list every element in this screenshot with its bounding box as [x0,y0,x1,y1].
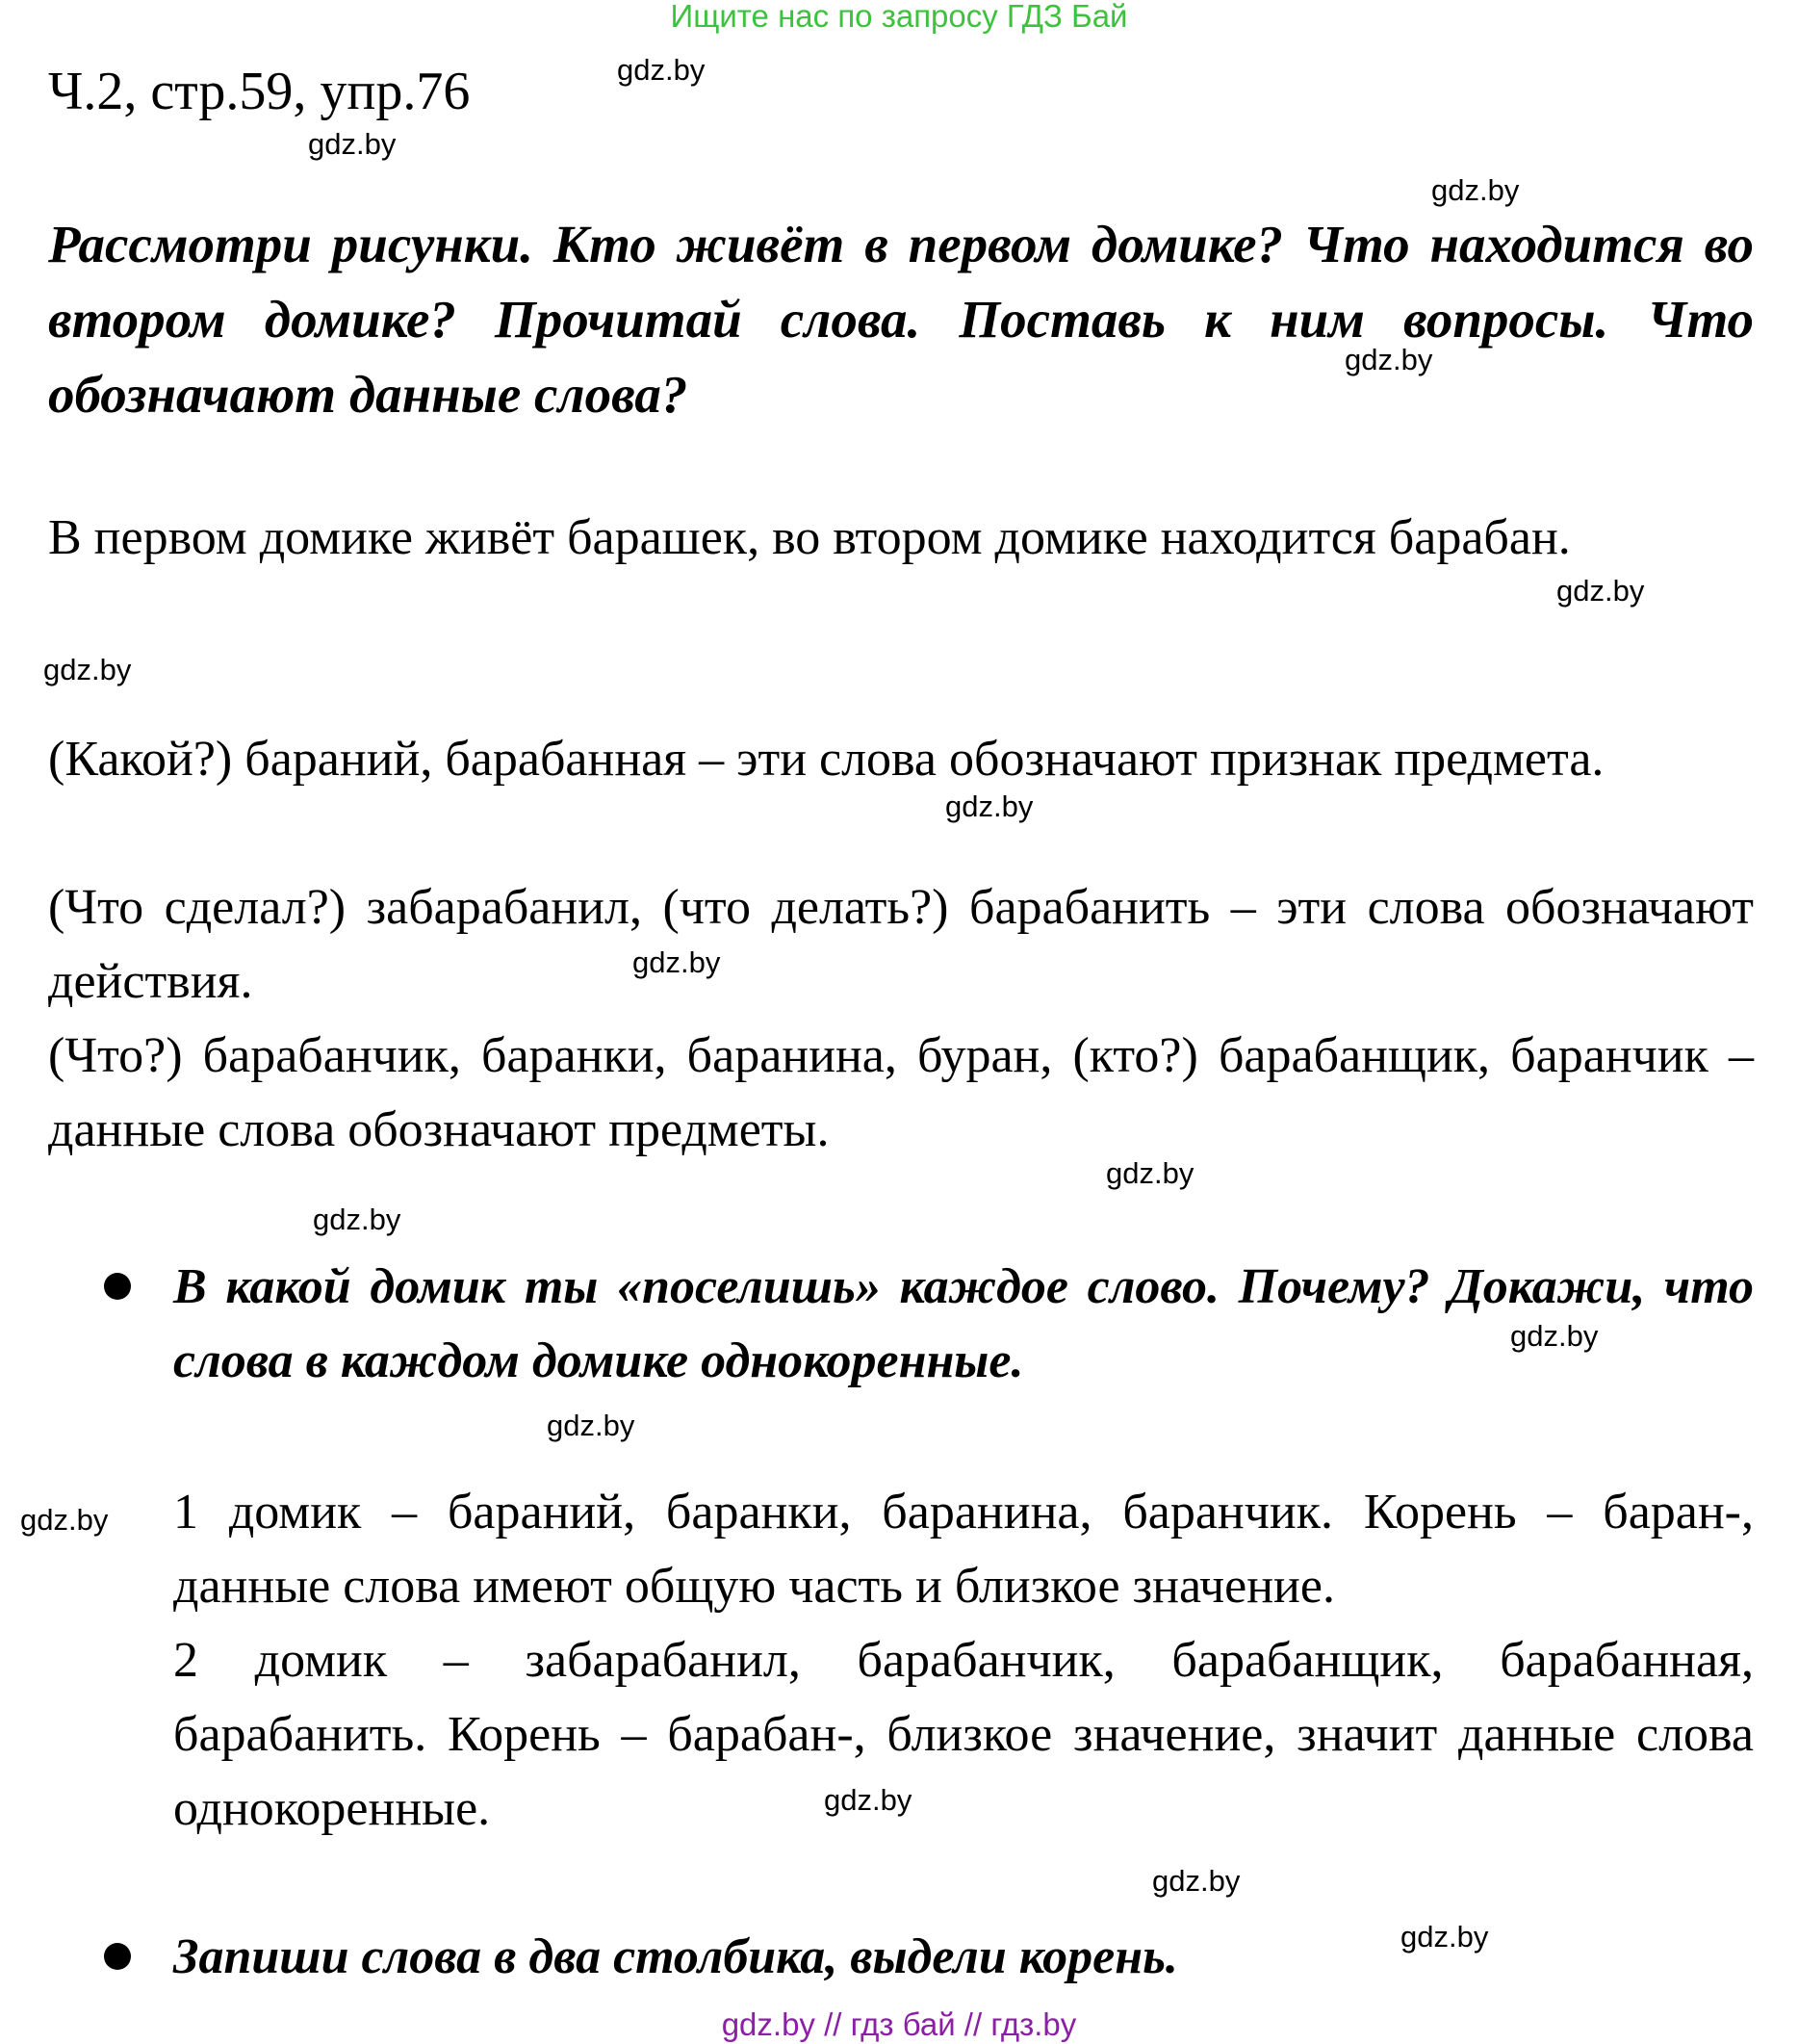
footer-links[interactable]: gdz.by // гдз бай // гдз.by [721,2006,1077,2042]
watermark: gdz.by [1556,574,1645,608]
bullet-answer-2: 2 домик – забарабанил, барабанчик, барабанщик, барабанная, барабанить. Корень – барабан-, близкое значение, значит данные слова однокоренные. [173,1633,1754,1836]
watermark: gdz.by [617,53,706,87]
bullet-task-1: В какой домик ты «поселишь» каждое слово. Почему? Докажи, что слова в каждом домике однокоренные. [173,1259,1754,1388]
watermark: gdz.by [1431,173,1520,207]
watermark: gdz.by [632,945,721,979]
task-statement: Рассмотри рисунки. Кто живёт в первом домике? Что находится во втором домике? Прочитай слова. Поставь к ним вопросы. Что обозначают данные слова? [48,215,1754,424]
search-banner[interactable]: Ищите нас по запросу ГДЗ Бай [670,0,1128,34]
watermark: gdz.by [1510,1319,1599,1353]
answer-paragraph-4: (Что?) барабанчик, баранки, баранина, буран, (кто?) барабанщик, баранчик – данные слова обозначают предметы. [48,1028,1754,1157]
answer-paragraph-2: (Какой?) бараний, барабанная – эти слова обозначают признак предмета. [48,732,1605,787]
bullet-answer-1: 1 домик – бараний, баранки, баранина, баранчик. Корень – баран-, данные слова имеют общую часть и близкое значение. [173,1485,1754,1614]
answer-paragraph-3: (Что сделал?) забарабанил, (что делать?) барабанить – эти слова обозначают действия. [48,880,1754,1009]
watermark: gdz.by [547,1409,635,1442]
watermark: gdz.by [824,1783,912,1817]
exercise-title: Ч.2, стр.59, упр.76 [48,62,471,121]
watermark: gdz.by [1400,1920,1489,1953]
watermark: gdz.by [945,789,1034,823]
watermark: gdz.by [1345,343,1433,376]
bullet-dot [104,1273,131,1300]
watermark: gdz.by [308,127,397,161]
watermark: gdz.by [1152,1864,1241,1898]
bullet-task-2: Запиши слова в два столбика, выдели корень. [173,1929,1178,1984]
watermark: gdz.by [20,1503,109,1537]
watermark: gdz.by [43,653,132,686]
bullet-dot [104,1943,131,1970]
watermark: gdz.by [1106,1156,1194,1190]
watermark: gdz.by [313,1203,401,1236]
answer-paragraph-1: В первом домике живёт барашек, во втором домике находится барабан. [48,510,1571,565]
